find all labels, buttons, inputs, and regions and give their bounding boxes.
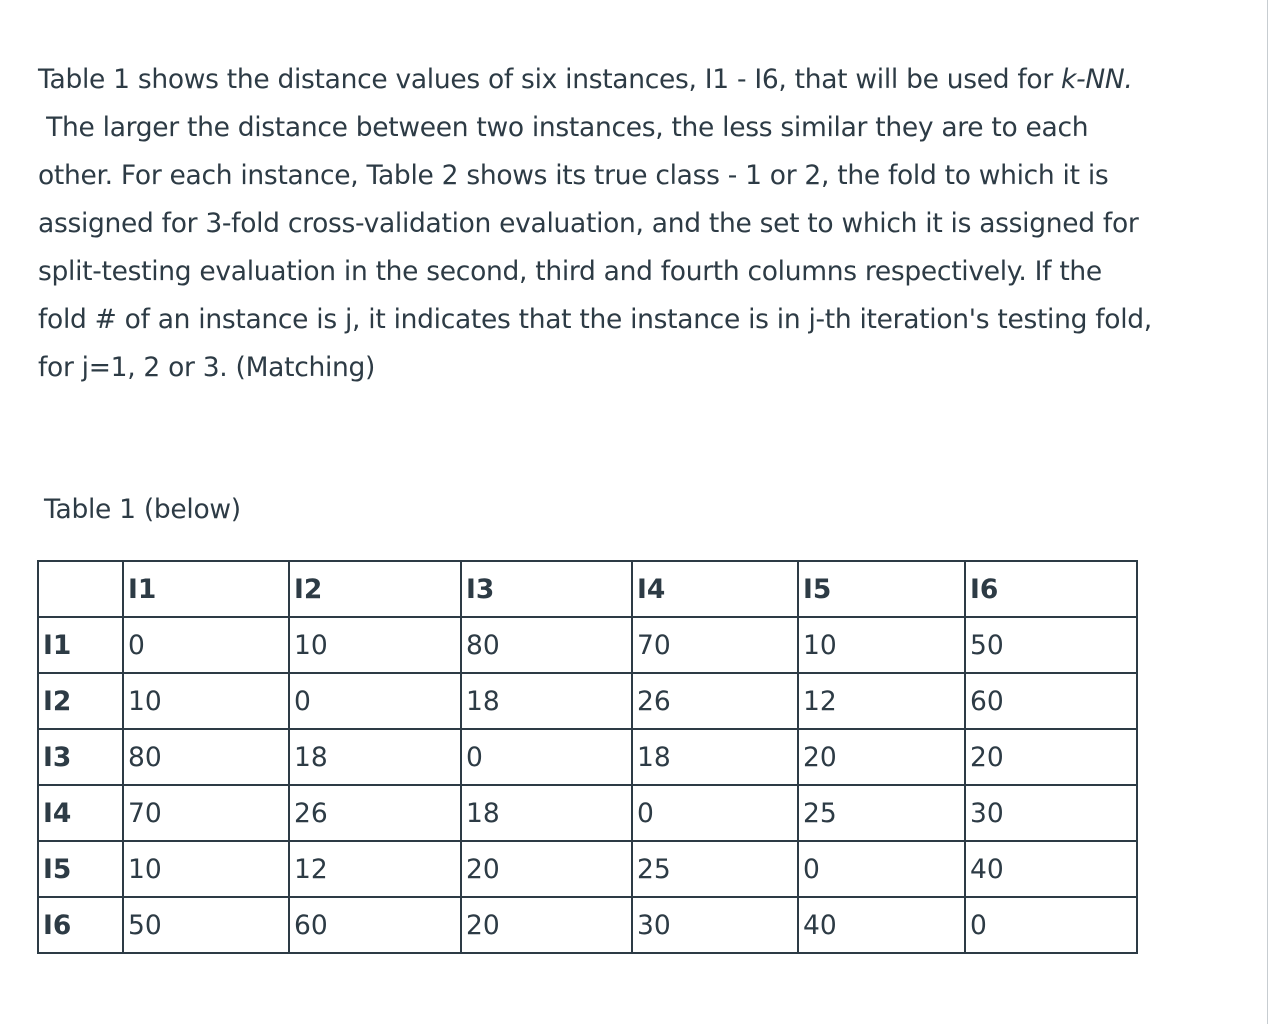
table-cell: 26 [632, 673, 798, 729]
question-line-1-text: Table 1 shows the distance values of six instances, I1 - I6, that will be used for [38, 64, 1062, 95]
column-header: I3 [461, 561, 632, 617]
table-cell: 18 [289, 729, 461, 785]
table-cell: 25 [632, 841, 798, 897]
table-cell: 20 [461, 897, 632, 953]
table-cell: 20 [798, 729, 965, 785]
row-header: I3 [38, 729, 123, 785]
table-cell: 30 [632, 897, 798, 953]
table-cell: 10 [289, 617, 461, 673]
table-cell: 80 [123, 729, 289, 785]
table-row [38, 841, 1137, 897]
table-cell: 30 [965, 785, 1137, 841]
table-cell: 10 [123, 841, 289, 897]
page-right-border [1267, 0, 1268, 1024]
table-cell: 10 [798, 617, 965, 673]
table-cell: 26 [289, 785, 461, 841]
column-header: I6 [965, 561, 1137, 617]
table-cell: 18 [632, 729, 798, 785]
table-cell: 50 [123, 897, 289, 953]
row-header: I4 [38, 785, 123, 841]
table-cell: 40 [798, 897, 965, 953]
row-header: I2 [38, 673, 123, 729]
question-line-7: for j=1, 2 or 3. (Matching) [38, 352, 376, 383]
table-row [38, 897, 1137, 953]
row-header: I6 [38, 897, 123, 953]
table-corner-cell [38, 561, 123, 617]
table-cell: 0 [632, 785, 798, 841]
table-cell: 60 [965, 673, 1137, 729]
table-cell: 20 [965, 729, 1137, 785]
knn-term: k-NN. [1061, 64, 1133, 95]
table-cell: 70 [123, 785, 289, 841]
table-row [38, 785, 1137, 841]
table-cell: 50 [965, 617, 1137, 673]
table-cell: 0 [965, 897, 1137, 953]
table-cell: 10 [123, 673, 289, 729]
table-cell: 18 [461, 673, 632, 729]
table-cell: 60 [289, 897, 461, 953]
table-cell: 40 [965, 841, 1137, 897]
table-cell: 12 [289, 841, 461, 897]
distance-table [37, 560, 1138, 954]
row-header: I5 [38, 841, 123, 897]
table-cell: 0 [461, 729, 632, 785]
question-line-1 [38, 56, 1233, 104]
column-header: I4 [632, 561, 798, 617]
question-line-2: The larger the distance between two instances, the less similar they are to each [38, 112, 1089, 143]
table-cell: 70 [632, 617, 798, 673]
row-header: I1 [38, 617, 123, 673]
question-line-3: other. For each instance, Table 2 shows its true class - 1 or 2, the fold to which it is [38, 160, 1109, 191]
table-cell: 18 [461, 785, 632, 841]
question-line-4: assigned for 3-fold cross-validation evaluation, and the set to which it is assigned for [38, 208, 1139, 239]
table-cell: 0 [289, 673, 461, 729]
table-header-row [38, 561, 1137, 617]
table-cell: 20 [461, 841, 632, 897]
table-cell: 25 [798, 785, 965, 841]
table-cell: 0 [123, 617, 289, 673]
table-row [38, 729, 1137, 785]
column-header: I5 [798, 561, 965, 617]
table-caption: Table 1 (below) [44, 494, 241, 525]
table-row [38, 617, 1137, 673]
question-text [38, 56, 1233, 392]
table-cell: 12 [798, 673, 965, 729]
table-row [38, 673, 1137, 729]
column-header: I1 [123, 561, 289, 617]
column-header: I2 [289, 561, 461, 617]
table-cell: 80 [461, 617, 632, 673]
question-line-6: fold # of an instance is j, it indicates that the instance is in j-th iteration's testing fold, [38, 304, 1152, 335]
question-line-5: split-testing evaluation in the second, third and fourth columns respectively. If the [38, 256, 1102, 287]
table-cell: 0 [798, 841, 965, 897]
